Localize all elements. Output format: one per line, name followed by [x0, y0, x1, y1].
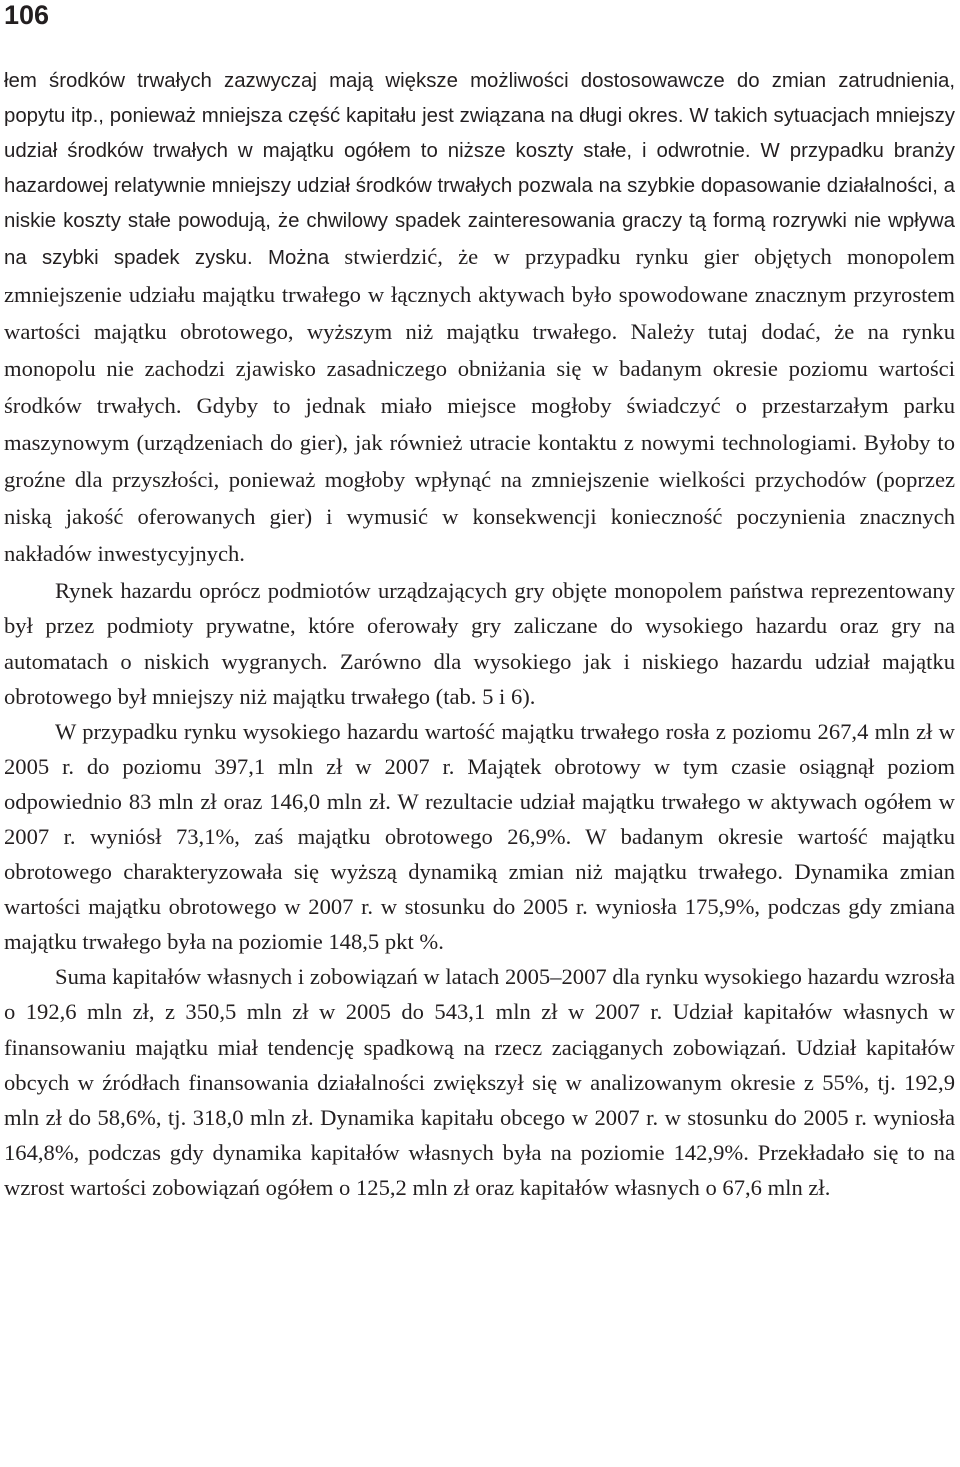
page-number: 106 [4, 0, 50, 30]
paragraph-2: Rynek hazardu oprócz podmiotów urządzających gry objęte monopolem państwa reprezentowany był przez podmioty prywatne, które oferowały gry zaliczane do wysokiego hazardu oraz gry na automatach o niskich wygranych. Zarówno dla wysokiego jak i niskiego hazardu udział majątku obrotowego był mniejszy niż majątku trwałego (tab. 5 i 6). [4, 578, 955, 709]
paragraph-1-sans-part: łem środków trwałych zazwyczaj mają większe możliwości dostosowawcze do zmian zatrudnienia, popytu itp., ponieważ mniejsza część kapitału jest związana na długi okres. W takich sytuacjach mniejszy udział środków trwałych w majątku ogółem to niższe koszty stałe, i odwrotnie. W przypadku branży hazardowej relatywnie mniejszy udział środków trwałych pozwala na szybkie dopasowanie działalności, a niskie koszty stałe powodują, że chwilowy spadek zainteresowania graczy tą formą rozrywki nie wpływa na szybki spadek zysku. Można [4, 70, 955, 270]
paragraph-1 [4, 64, 955, 573]
paragraph-4: Suma kapitałów własnych i zobowiązań w latach 2005–2007 dla rynku wysokiego hazardu wzrosła o 192,6 mln zł, z 350,5 mln zł w 2005 do 543,1 mln zł w 2007 r. Udział kapitałów własnych w finansowaniu majątku miał tendencję spadkową na rzecz zaciąganych zobowiązań. Udział kapitałów obcych w źródłach finansowania działalności zwiększył się w analizowanym okresie z 55%, tj. 192,9 mln zł do 58,6%, tj. 318,0 mln zł. Dynamika kapitału obcego w 2007 r. w stosunku do 2005 r. wyniosła 164,8%, podczas gdy dynamika kapitałów własnych była na poziomie 142,9%. Przekładało się to na wzrost wartości zobowiązań ogółem o 125,2 mln zł oraz kapitałów własnych o 67,6 mln zł. [4, 964, 955, 1200]
paragraph-3: W przypadku rynku wysokiego hazardu wartość majątku trwałego rosła z poziomu 267,4 mln zł w 2005 r. do poziomu 397,1 mln zł w 2007 r. Majątek obrotowy w tym czasie osiągnął poziom odpowiednio 83 mln zł oraz 146,0 mln zł. W rezultacie udział majątku trwałego w aktywach ogółem w 2007 r. wyniósł 73,1%, zaś majątku obrotowego 26,9%. W badanym okresie wartość majątku obrotowego charakteryzowała się wyższą dynamiką zmian niż majątku trwałego. Dynamika zmian wartości majątku obrotowego w 2007 r. w stosunku do 2005 r. wyniosła 175,9%, podczas gdy zmiana majątku trwałego była na poziomie 148,5 pkt %. [4, 718, 955, 955]
body-text [4, 64, 955, 1205]
paragraph-1-serif-part: stwierdzić, że w przypadku rynku gier objętych monopolem zmniejszenie udziału majątku trwałego w łącznych aktywach było spowodowane znacznym przyrostem wartości majątku obrotowego, wyższym niż majątku trwałego. Należy tutaj dodać, że na rynku monopolu nie zachodzi zjawisko zasadniczego obniżania się w badanym okresie poziomu wartości środków trwałych. Gdyby to jednak miało miejsce mogłoby świadczyć o przestarzałym parku maszynowym (urządzeniach do gier), jak również utracie kontaktu z nowymi technologiami. Byłoby to groźne dla przyszłości, ponieważ mogłoby wpłynąć na zmniejszenie wielkości przychodów (poprzez niską jakość oferowanych gier) i wymusić w konsekwencji konieczność poczynienia znacznych nakładów inwestycyjnych. [4, 244, 955, 567]
